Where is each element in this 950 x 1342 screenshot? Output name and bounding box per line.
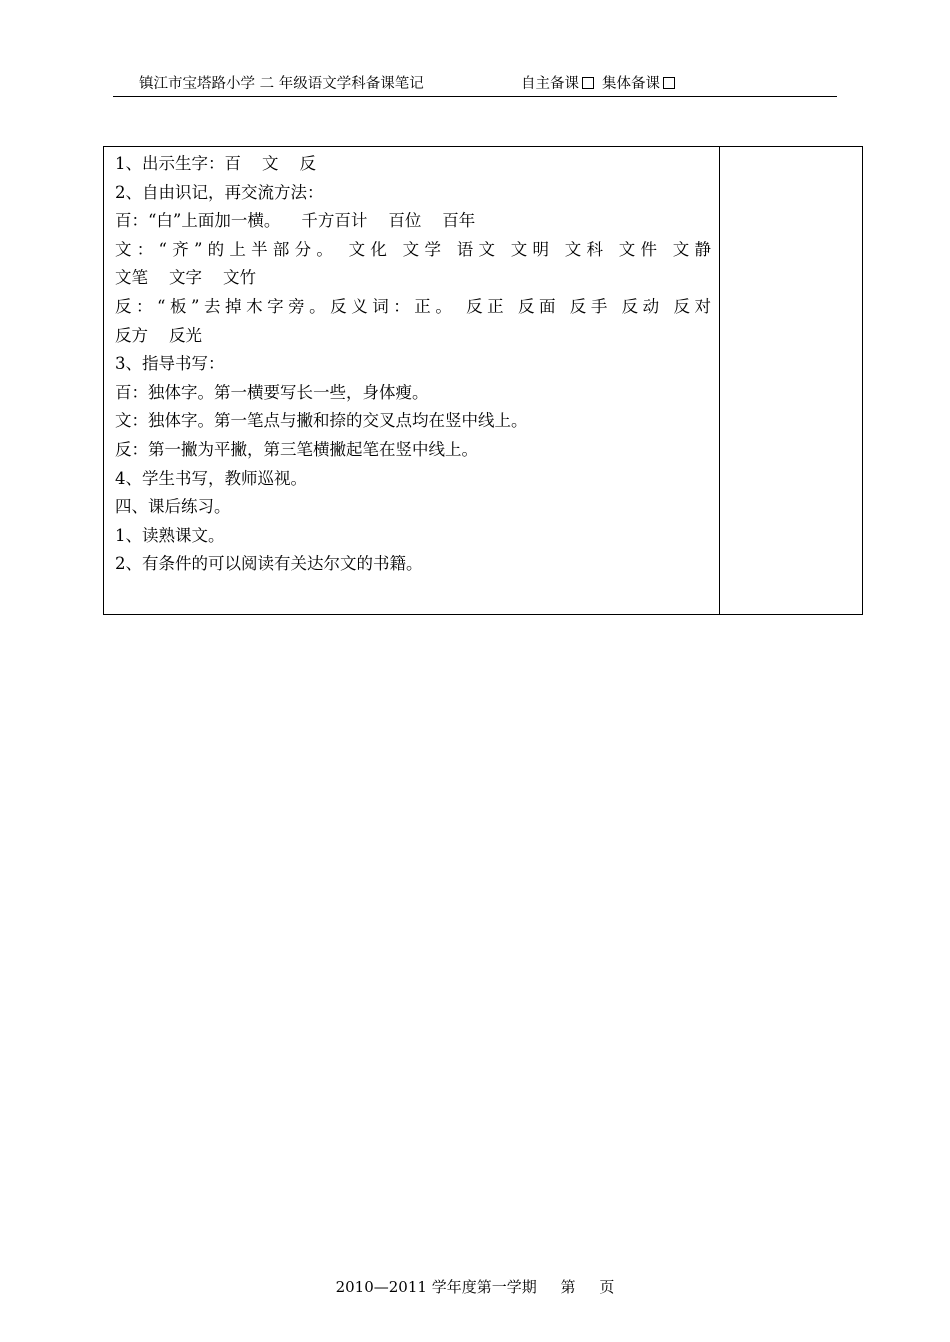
content-line: 反：第一撇为平撇，第三笔横撇起笔在竖中线上。 bbox=[115, 439, 478, 459]
prep-type bbox=[521, 72, 675, 96]
self-prep-label: 自主备课 bbox=[521, 76, 579, 92]
page-header bbox=[113, 72, 837, 97]
content-line: 2、有条件的可以阅读有关达尔文的书籍。 bbox=[115, 554, 423, 574]
content-line: 2、自由识记，再交流方法： bbox=[115, 182, 324, 202]
content-line: 4、学生书写，教师巡视。 bbox=[115, 468, 307, 488]
self-prep-checkbox[interactable] bbox=[582, 77, 594, 89]
group-prep-checkbox[interactable] bbox=[663, 77, 675, 89]
lesson-content-cell bbox=[104, 147, 720, 614]
content-line: 百：独体字。第一横要写长一些，身体瘦。 bbox=[115, 382, 429, 402]
content-line: 文：独体字。第一笔点与撇和捺的交叉点均在竖中线上。 bbox=[115, 411, 528, 431]
content-line: 文笔 文字 文竹 bbox=[115, 268, 256, 288]
notes-cell[interactable] bbox=[720, 147, 862, 614]
group-prep-label: 集体备课 bbox=[602, 76, 660, 92]
content-line: 文：“齐”的上半部分。 文化 文学 语文 文明 文科 文件 文静 bbox=[115, 239, 711, 259]
content-line: 3、指导书写： bbox=[115, 354, 225, 374]
content-line: 1、读熟课文。 bbox=[115, 525, 225, 545]
content-line: 反：“板”去掉木字旁。反义词：正。 反正 反面 反手 反动 反对 bbox=[115, 296, 711, 316]
page-footer: 2010—2011 学年度第一学期 第 页 bbox=[335, 1278, 615, 1296]
content-line: 反方 反光 bbox=[115, 325, 202, 345]
content-line: 四、课后练习。 bbox=[115, 497, 231, 517]
lesson-table bbox=[103, 146, 863, 615]
school-title: 镇江市宝塔路小学 二 年级语文学科备课笔记 bbox=[139, 76, 424, 92]
content-line: 1、出示生字：百 文 反 bbox=[115, 154, 316, 173]
content-line: 百：“白”上面加一横。 千方百计 百位 百年 bbox=[115, 211, 476, 231]
